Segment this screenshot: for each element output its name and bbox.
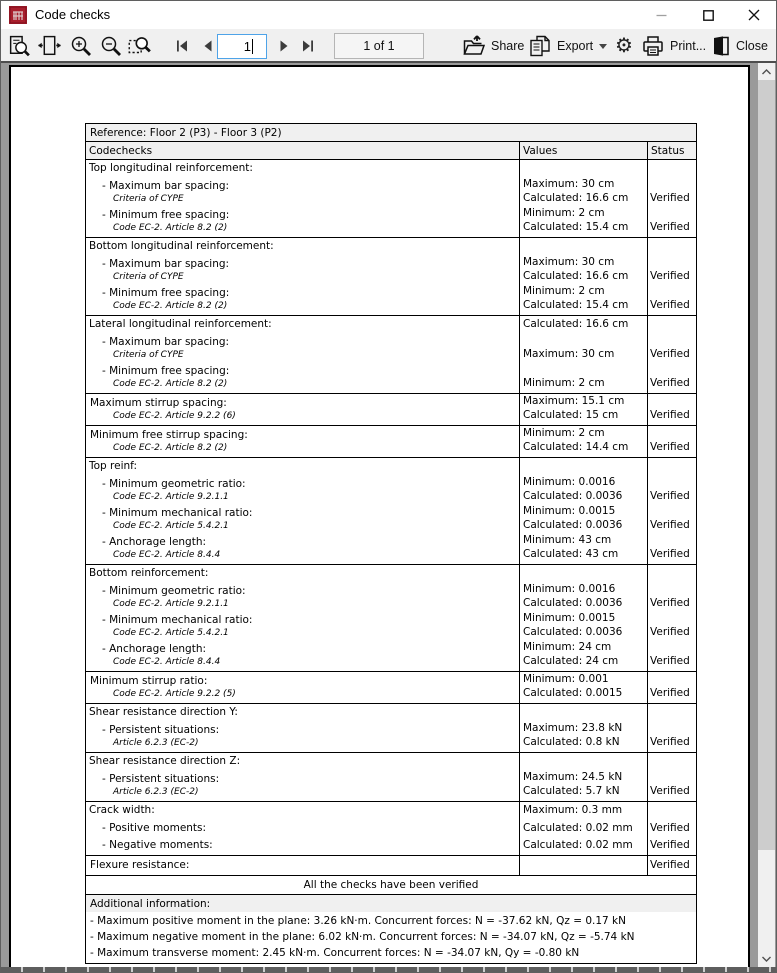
check-row (86, 753, 696, 802)
value-line: Calculated: 0.8 kN (523, 736, 620, 748)
check-item-label: - Anchorage length: (102, 536, 207, 548)
check-item-subrow (86, 394, 696, 425)
table-body (86, 160, 696, 876)
value-line: Maximum: 30 cm (523, 256, 615, 268)
check-row (86, 160, 696, 238)
check-title-text: Lateral longitudinal reinforcement: (89, 318, 272, 330)
check-item-label: - Minimum mechanical ratio: (102, 614, 253, 626)
check-title-cell (86, 565, 519, 581)
check-item-subrow (86, 176, 696, 205)
value-line: Calculated: 0.0036 (523, 519, 623, 531)
zoom-region-icon (126, 33, 152, 59)
text-caret (252, 39, 253, 54)
check-item-subrow (86, 503, 696, 532)
check-row (86, 704, 696, 753)
check-title-cell (86, 753, 519, 769)
check-item-status (647, 532, 694, 564)
check-item-status (647, 426, 694, 457)
check-item-label: - Positive moments: (102, 822, 207, 834)
check-item-code-ref: Article 6.2.3 (EC-2) (113, 738, 199, 748)
page-number-value: 1 (243, 39, 251, 54)
value-line: Calculated: 15.4 cm (523, 299, 629, 311)
value-line: Calculated: 16.6 cm (523, 192, 629, 204)
check-title-text: Bottom reinforcement: (89, 567, 209, 579)
check-item-status (647, 332, 694, 361)
value-line: Maximum: 15.1 cm (523, 395, 625, 407)
status-verified: Verified (650, 859, 690, 871)
status-verified: Verified (650, 348, 690, 360)
check-row (86, 458, 696, 565)
check-item-values (519, 394, 647, 425)
print-button[interactable] (641, 32, 706, 60)
check-item-status (647, 394, 694, 425)
column-header-status: Status (647, 142, 694, 159)
check-item-subrow (86, 361, 696, 393)
share-button[interactable] (462, 32, 524, 60)
check-title-subrow (86, 802, 696, 818)
check-item-label: - Persistent situations: (102, 773, 220, 785)
status-verified: Verified (650, 687, 690, 699)
check-item-label: - Maximum bar spacing: (102, 258, 230, 270)
check-item-cell (86, 283, 519, 315)
check-title-values (519, 802, 647, 818)
check-item-status (647, 254, 694, 283)
check-item-values (519, 639, 647, 671)
check-item-subrow (86, 610, 696, 639)
check-item-code-ref: Code EC-2. Article 9.2.2 (6) (113, 411, 236, 421)
check-item-subrow (86, 581, 696, 610)
check-item-cell (86, 835, 519, 855)
value-line: Minimum: 2 cm (523, 285, 605, 297)
value-line: Calculated: 14.4 cm (523, 441, 629, 453)
check-item-label: - Minimum mechanical ratio: (102, 507, 253, 519)
check-item-status (647, 818, 694, 835)
check-title-subrow (86, 704, 696, 720)
status-verified: Verified (650, 785, 690, 797)
status-verified: Verified (650, 270, 690, 282)
check-item-subrow (86, 205, 696, 237)
check-item-cell (86, 639, 519, 671)
column-header-codechecks: Codechecks (89, 145, 153, 157)
check-item-code-ref: Criteria of CYPE (113, 350, 184, 360)
nav-prev-icon (200, 38, 216, 54)
zoom-page-icon (7, 34, 32, 59)
check-item-label: - Minimum free spacing: (102, 209, 230, 221)
check-item-values (519, 176, 647, 205)
window-title: Code checks (35, 7, 111, 22)
check-item-subrow (86, 818, 696, 835)
check-item-values (519, 769, 647, 801)
check-item-status (647, 474, 694, 503)
scroll-down-button[interactable] (758, 950, 775, 967)
check-title-subrow (86, 238, 696, 254)
all-verified-row: All the checks have been verified (303, 879, 479, 891)
check-title-subrow (86, 458, 696, 474)
report-page (9, 65, 750, 972)
check-item-status (647, 835, 694, 855)
check-item-status (647, 205, 694, 237)
check-item-status (647, 503, 694, 532)
check-item-code-ref: Code EC-2. Article 9.2.1.1 (113, 492, 229, 502)
check-title-text: Top reinf: (89, 460, 138, 472)
check-item-code-ref: Code EC-2. Article 8.2 (2) (113, 443, 228, 453)
zoom-out-button[interactable] (97, 32, 125, 60)
check-item-label: Minimum stirrup ratio: (90, 675, 208, 687)
check-item-code-ref: Code EC-2. Article 8.4.4 (113, 550, 221, 560)
check-item-status (647, 581, 694, 610)
additional-information-line: - Maximum negative moment in the plane: 6.02 kN·m. Concurrent forces: N = -34.07 kN, Qz = -5.74 kN (90, 931, 635, 943)
check-item-label: Minimum free stirrup spacing: (90, 429, 248, 441)
check-item-status (647, 639, 694, 671)
zoom-out-icon (99, 34, 123, 58)
check-title-text: Shear resistance direction Y: (89, 706, 238, 718)
check-row (86, 426, 696, 458)
close-label: Close (736, 39, 768, 53)
export-button[interactable] (528, 32, 607, 60)
check-item-subrow (86, 720, 696, 752)
status-verified: Verified (650, 299, 690, 311)
scrollbar-thumb[interactable] (758, 80, 775, 850)
check-item-subrow (86, 672, 696, 703)
status-verified: Verified (650, 839, 690, 851)
check-title-status (647, 753, 694, 769)
preview-area (1, 63, 776, 972)
titlebar (1, 1, 776, 29)
zoom-page-button[interactable] (5, 32, 33, 60)
check-row (86, 856, 696, 876)
check-item-cell (86, 532, 519, 564)
share-icon (462, 34, 486, 58)
check-item-cell (86, 394, 519, 425)
check-item-code-ref: Article 6.2.3 (EC-2) (113, 787, 199, 797)
fit-width-icon (37, 34, 62, 59)
check-title-values (519, 458, 647, 474)
fit-width-button[interactable] (35, 32, 63, 60)
check-item-cell (86, 856, 519, 875)
check-title-values (519, 565, 647, 581)
check-item-status (647, 361, 694, 393)
check-item-cell (86, 503, 519, 532)
check-row (86, 394, 696, 426)
value-line: Minimum: 0.001 (523, 673, 609, 685)
check-title-subrow (86, 316, 696, 332)
check-item-status (647, 720, 694, 752)
check-item-values (519, 332, 647, 361)
zoom-in-button[interactable] (67, 32, 95, 60)
check-title-status (647, 238, 694, 254)
check-title-status (647, 316, 694, 332)
check-item-status (647, 672, 694, 703)
check-item-values (519, 283, 647, 315)
check-item-subrow (86, 532, 696, 564)
value-line: Calculated: 24 cm (523, 655, 619, 667)
value-line: Minimum: 43 cm (523, 534, 612, 546)
check-item-cell (86, 426, 519, 457)
column-header-values: Values (519, 142, 647, 159)
report-reference: Reference: Floor 2 (P3) - Floor 3 (P2) (86, 124, 696, 142)
check-item-label: - Minimum geometric ratio: (102, 585, 246, 597)
check-item-label: - Persistent situations: (102, 724, 220, 736)
nav-next-button[interactable] (273, 32, 295, 60)
check-item-subrow (86, 856, 696, 875)
export-copy-icon (528, 34, 552, 58)
check-title-subrow (86, 753, 696, 769)
value-line: Maximum: 23.8 kN (523, 722, 623, 734)
check-item-values (519, 818, 647, 835)
check-title-values (519, 704, 647, 720)
check-item-values (519, 856, 647, 875)
value-line: Calculated: 15.4 cm (523, 221, 629, 233)
toolbar (1, 29, 776, 63)
app-icon (9, 6, 27, 24)
status-verified: Verified (650, 409, 690, 421)
check-item-label: - Negative moments: (102, 839, 213, 851)
check-title-cell (86, 238, 519, 254)
check-title-cell (86, 802, 519, 818)
check-row (86, 802, 696, 856)
share-label: Share (491, 39, 525, 53)
check-item-values (519, 361, 647, 393)
nav-last-icon (300, 38, 316, 54)
check-title-values (519, 753, 647, 769)
nav-first-icon (174, 38, 190, 54)
check-item-cell (86, 610, 519, 639)
check-item-subrow (86, 283, 696, 315)
value-line: Maximum: 24.5 kN (523, 771, 623, 783)
check-item-status (647, 176, 694, 205)
value-line: Minimum: 24 cm (523, 641, 612, 653)
status-verified: Verified (650, 822, 690, 834)
check-item-values (519, 474, 647, 503)
check-item-values (519, 426, 647, 457)
check-item-cell (86, 769, 519, 801)
additional-information-line: - Maximum positive moment in the plane: 3.26 kN·m. Concurrent forces: N = -37.62 kN, Qz = 0.17 kN (90, 915, 626, 927)
check-row (86, 565, 696, 672)
check-title-status (647, 458, 694, 474)
check-item-subrow (86, 474, 696, 503)
check-item-code-ref: Code EC-2. Article 5.4.2.1 (113, 521, 229, 531)
chevron-down-icon (599, 44, 607, 49)
check-item-label: - Minimum free spacing: (102, 287, 230, 299)
check-title-cell (86, 160, 519, 176)
vertical-scrollbar[interactable] (758, 63, 775, 967)
check-title-cell (86, 458, 519, 474)
code-checks-report (85, 123, 697, 964)
value-line: Calculated: 5.7 kN (523, 785, 620, 797)
check-item-label: Maximum stirrup spacing: (90, 397, 227, 409)
check-item-code-ref: Code EC-2. Article 8.4.4 (113, 657, 221, 667)
check-title-text: Bottom longitudinal reinforcement: (89, 240, 274, 252)
check-title-cell (86, 704, 519, 720)
value-line: Minimum: 2 cm (523, 377, 605, 389)
nav-next-icon (276, 38, 292, 54)
check-item-subrow (86, 835, 696, 855)
status-verified: Verified (650, 736, 690, 748)
additional-information-lines (86, 912, 696, 960)
check-item-status (647, 610, 694, 639)
value-line: Calculated: 43 cm (523, 548, 619, 560)
check-title-status (647, 802, 694, 818)
check-item-label: - Anchorage length: (102, 643, 207, 655)
maximize-button[interactable] (692, 1, 724, 29)
check-item-code-ref: Code EC-2. Article 9.2.1.1 (113, 599, 229, 609)
check-item-values (519, 254, 647, 283)
close-report-button[interactable] (711, 32, 768, 60)
scroll-up-button[interactable] (758, 63, 775, 80)
check-item-subrow (86, 426, 696, 457)
check-item-values (519, 835, 647, 855)
check-title-text: Shear resistance direction Z: (89, 755, 241, 767)
value-line: Calculated: 16.6 cm (523, 318, 629, 330)
check-item-values (519, 532, 647, 564)
check-title-subrow (86, 160, 696, 176)
check-item-status (647, 769, 694, 801)
clipped-bottom-strip (1, 967, 776, 972)
value-line: Maximum: 30 cm (523, 178, 615, 190)
page-number-input[interactable] (217, 34, 267, 59)
value-line: Calculated: 16.6 cm (523, 270, 629, 282)
check-item-label: - Minimum geometric ratio: (102, 478, 246, 490)
minimize-button[interactable] (645, 1, 677, 29)
check-item-code-ref: Code EC-2. Article 8.2 (2) (113, 223, 228, 233)
additional-information-box (85, 895, 697, 964)
check-item-cell (86, 474, 519, 503)
status-verified: Verified (650, 519, 690, 531)
value-line: Maximum: 0.3 mm (523, 804, 623, 816)
check-row (86, 316, 696, 394)
check-item-code-ref: Criteria of CYPE (113, 194, 184, 204)
check-item-cell (86, 818, 519, 835)
check-item-cell (86, 332, 519, 361)
check-item-code-ref: Code EC-2. Article 9.2.2 (5) (113, 689, 236, 699)
export-label: Export (557, 39, 594, 53)
value-line: Minimum: 2 cm (523, 427, 605, 439)
check-item-label: - Minimum free spacing: (102, 365, 230, 377)
check-item-cell (86, 581, 519, 610)
check-item-values (519, 720, 647, 752)
value-line: Minimum: 0.0016 (523, 476, 616, 488)
check-item-values (519, 672, 647, 703)
value-line: Minimum: 0.0015 (523, 505, 616, 517)
check-item-values (519, 581, 647, 610)
table-header-row (86, 142, 696, 160)
check-item-code-ref: Code EC-2. Article 5.4.2.1 (113, 628, 229, 638)
check-item-cell (86, 720, 519, 752)
status-verified: Verified (650, 655, 690, 667)
check-item-code-ref: Criteria of CYPE (113, 272, 184, 282)
check-row (86, 672, 696, 704)
settings-gear-icon: ⚙ (615, 35, 633, 57)
checks-table (85, 123, 697, 895)
settings-button[interactable] (612, 32, 636, 60)
print-label: Print... (670, 39, 707, 53)
value-line: Minimum: 0.0016 (523, 583, 616, 595)
check-row (86, 238, 696, 316)
value-line: Calculated: 0.0036 (523, 490, 623, 502)
check-item-cell (86, 176, 519, 205)
zoom-in-icon (69, 34, 93, 58)
check-item-subrow (86, 254, 696, 283)
status-verified: Verified (650, 221, 690, 233)
check-title-status (647, 704, 694, 720)
zoom-region-button[interactable] (125, 32, 153, 60)
check-item-values (519, 610, 647, 639)
check-item-code-ref: Code EC-2. Article 8.2 (2) (113, 379, 228, 389)
page-indicator: 1 of 1 (334, 33, 424, 59)
additional-information-line: - Maximum transverse moment: 2.45 kN·m. Concurrent forces: N = -34.07 kN, Qy = -0.80 kN (90, 947, 580, 959)
check-title-status (647, 565, 694, 581)
check-item-subrow (86, 769, 696, 801)
check-item-cell (86, 361, 519, 393)
check-item-cell (86, 254, 519, 283)
check-title-values (519, 238, 647, 254)
door-close-icon (711, 35, 731, 57)
check-item-status (647, 283, 694, 315)
nav-last-button[interactable] (297, 32, 319, 60)
check-item-label: - Maximum bar spacing: (102, 336, 230, 348)
status-verified: Verified (650, 377, 690, 389)
check-title-text: Top longitudinal reinforcement: (89, 162, 253, 174)
status-verified: Verified (650, 626, 690, 638)
status-verified: Verified (650, 490, 690, 502)
check-item-cell (86, 672, 519, 703)
value-line: Maximum: 30 cm (523, 348, 615, 360)
value-line: Calculated: 0.0036 (523, 626, 623, 638)
check-item-values (519, 503, 647, 532)
value-line: Minimum: 0.0015 (523, 612, 616, 624)
value-line: Calculated: 15 cm (523, 409, 619, 421)
value-line: Calculated: 0.0015 (523, 687, 623, 699)
check-title-subrow (86, 565, 696, 581)
nav-prev-button[interactable] (197, 32, 219, 60)
check-item-subrow (86, 639, 696, 671)
check-item-cell (86, 205, 519, 237)
check-title-text: Crack width: (89, 804, 155, 816)
check-title-cell (86, 316, 519, 332)
status-verified: Verified (650, 548, 690, 560)
check-item-status (647, 856, 694, 875)
value-line: Calculated: 0.0036 (523, 597, 623, 609)
value-line: Calculated: 0.02 mm (523, 822, 633, 834)
additional-information-title: Additional information: (86, 895, 696, 912)
value-line: Minimum: 2 cm (523, 207, 605, 219)
check-item-label: - Maximum bar spacing: (102, 180, 230, 192)
nav-first-button[interactable] (171, 32, 193, 60)
check-title-values (519, 316, 647, 332)
printer-icon (641, 34, 665, 58)
value-line: Calculated: 0.02 mm (523, 839, 633, 851)
status-verified: Verified (650, 192, 690, 204)
check-item-code-ref: Code EC-2. Article 8.2 (2) (113, 301, 228, 311)
check-title-status (647, 160, 694, 176)
check-item-values (519, 205, 647, 237)
check-title-values (519, 160, 647, 176)
status-verified: Verified (650, 597, 690, 609)
check-item-label: Flexure resistance: (90, 859, 190, 871)
status-verified: Verified (650, 441, 690, 453)
close-window-button[interactable] (738, 1, 770, 29)
check-item-subrow (86, 332, 696, 361)
